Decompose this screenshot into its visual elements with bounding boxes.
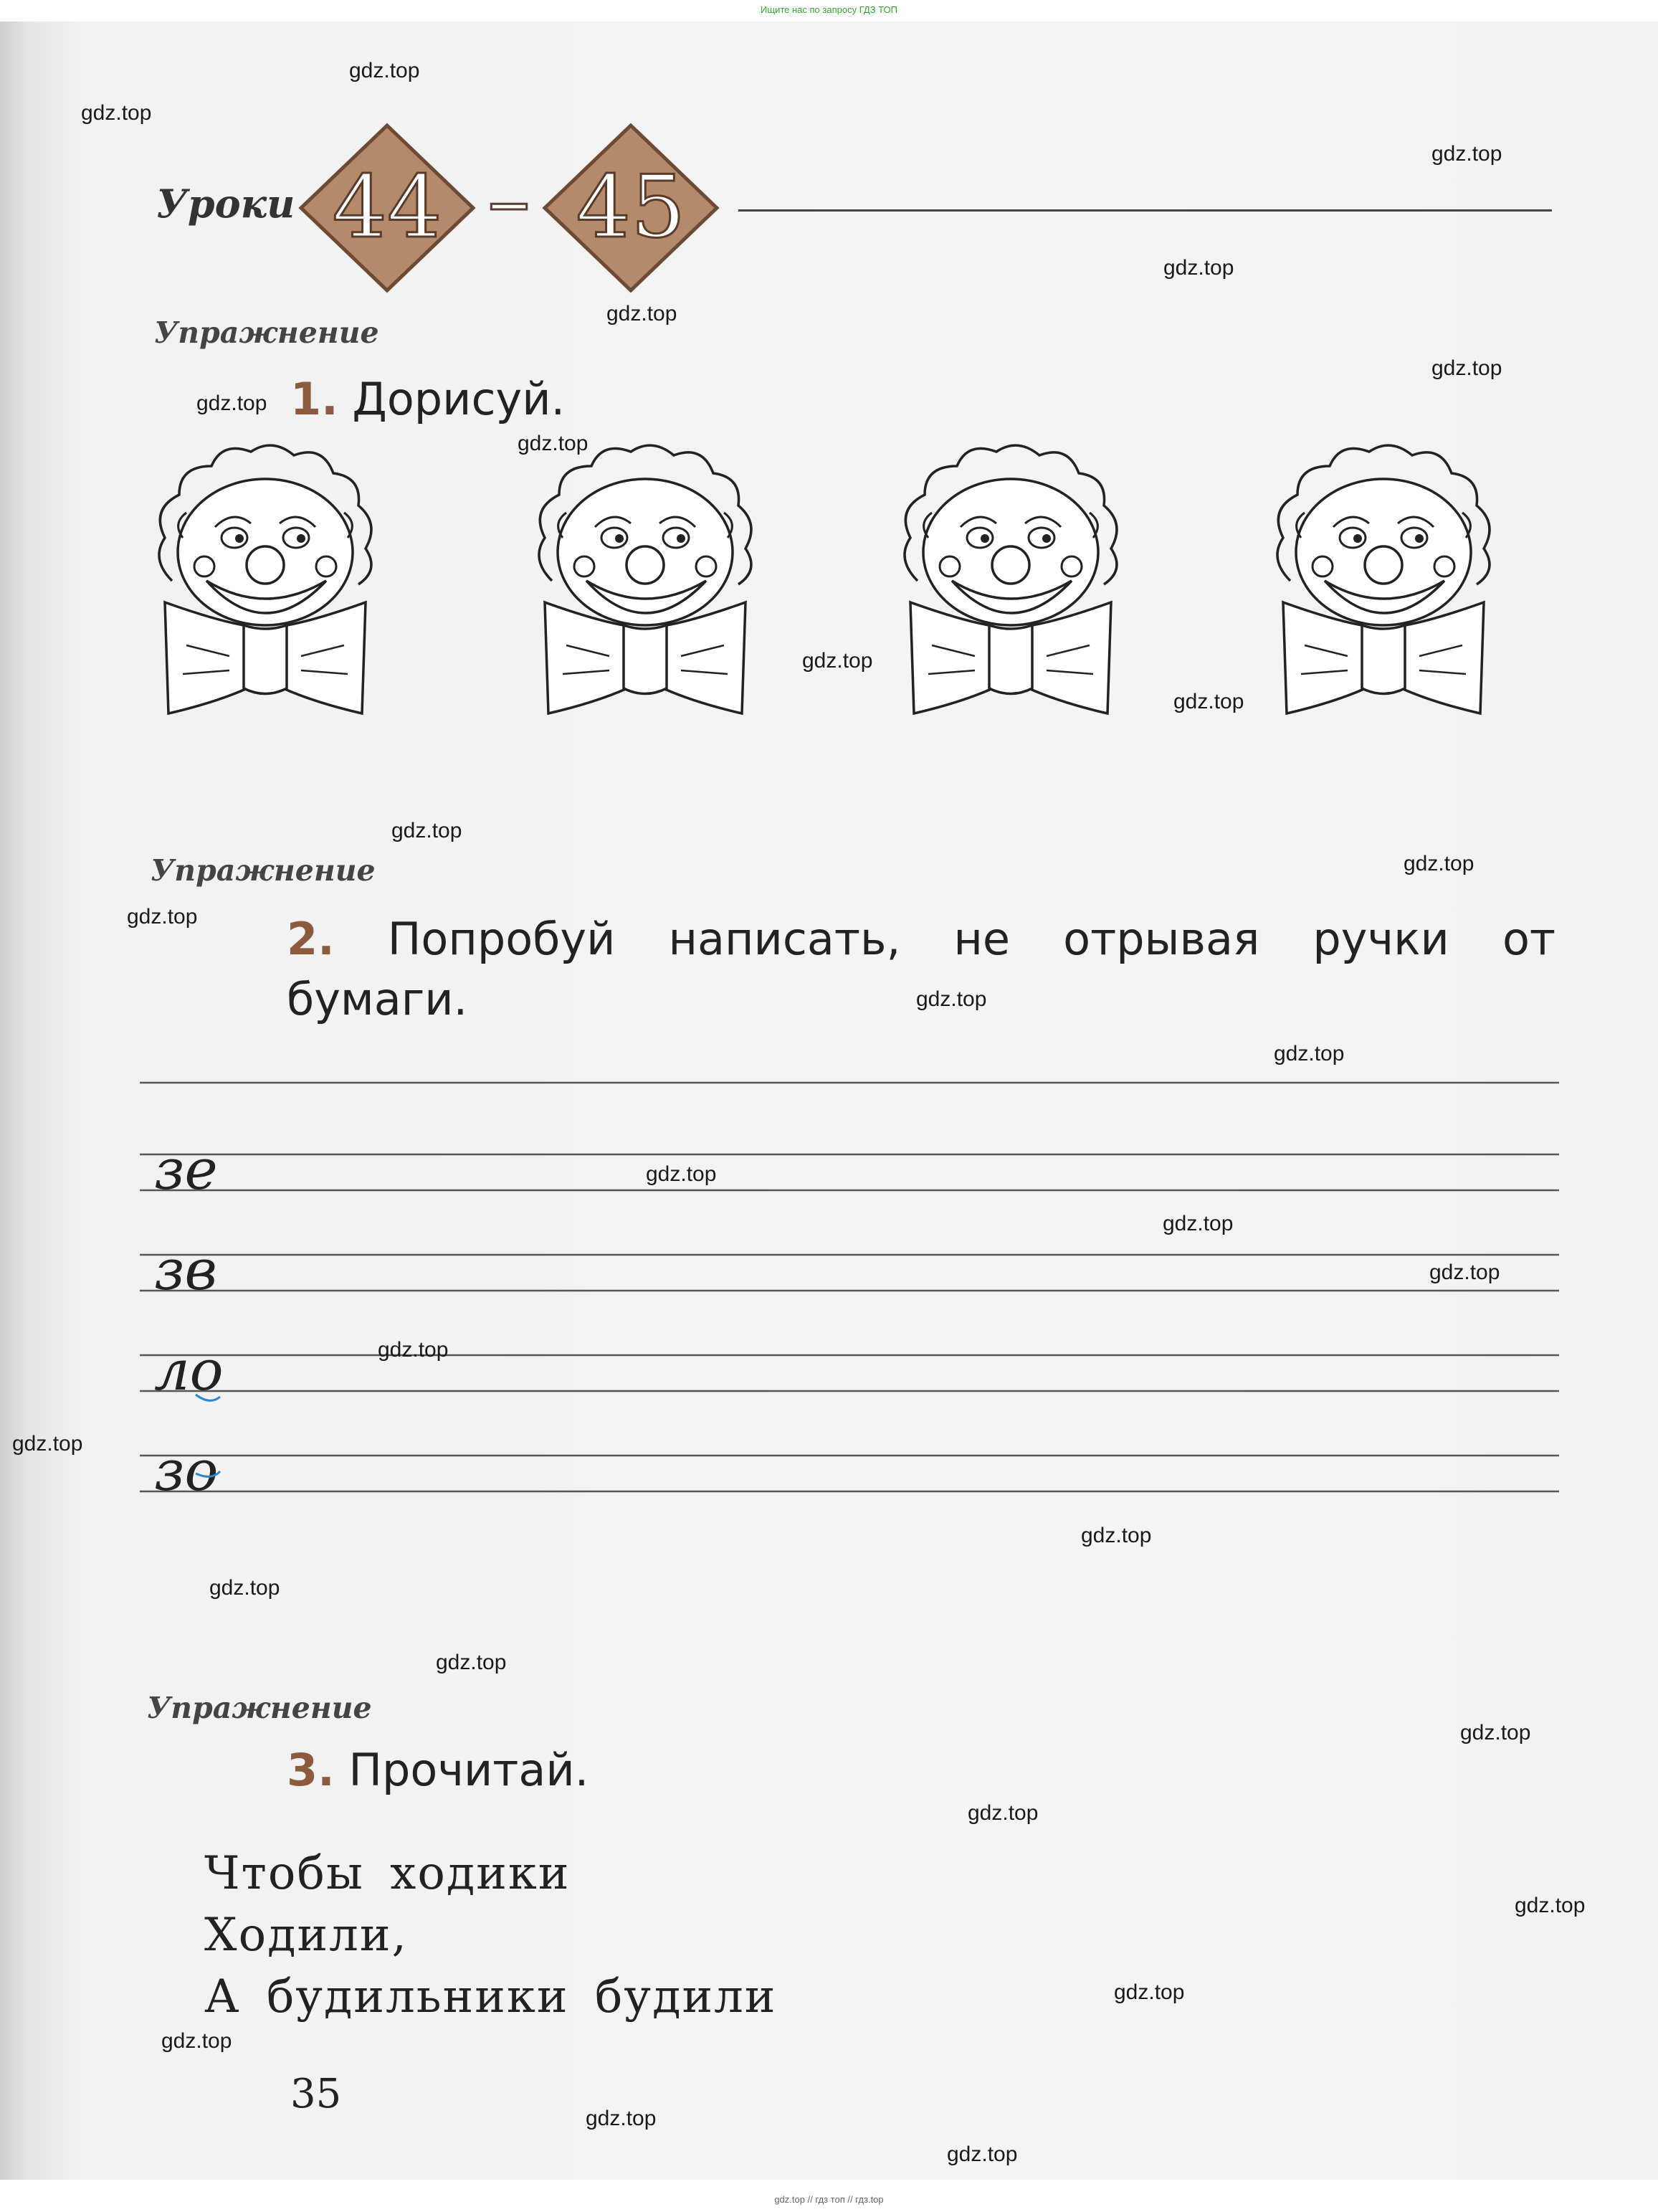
poem-line-3: А будильники будили [204, 1970, 777, 2023]
watermark: gdz.top [1163, 1212, 1234, 1235]
watermark: gdz.top [646, 1162, 717, 1186]
exercise-3-label: Упражнение [147, 1691, 372, 1725]
writing-sample-4: зо [154, 1439, 219, 1504]
watermark: gdz.top [1515, 1894, 1586, 1917]
exercise-3-text: Прочитай. [348, 1744, 589, 1796]
watermark: gdz.top [349, 59, 420, 82]
exercise-2-label: Упражнение [151, 853, 376, 888]
exercise-1-text: Дорисуй. [352, 373, 566, 425]
watermark: gdz.top [436, 1651, 507, 1674]
watermark: gdz.top [196, 391, 267, 415]
poem-line-1: Чтобы ходики [204, 1847, 571, 1900]
watermark: gdz.top [1404, 852, 1474, 875]
lesson-number-b: 45 [576, 158, 686, 257]
watermark: gdz.top [586, 2107, 657, 2130]
watermark: gdz.top [1081, 1524, 1152, 1547]
watermark: gdz.top [81, 101, 152, 125]
footer-note: gdz.top // гдз топ // гдз.top [774, 2194, 884, 2205]
exercise-2-text-line2: бумаги. [287, 973, 468, 1025]
page-number: 35 [290, 2071, 342, 2117]
watermark: gdz.top [802, 649, 873, 673]
lesson-dash: – [487, 151, 530, 250]
writing-sample-2: зв [154, 1238, 217, 1303]
watermark: gdz.top [968, 1801, 1039, 1825]
watermark: gdz.top [378, 1338, 449, 1362]
exercise-3-number: 3. [287, 1744, 335, 1796]
watermark: gdz.top [1274, 1042, 1345, 1065]
clown-drawings [143, 437, 1563, 753]
watermark: gdz.top [1114, 1980, 1185, 2004]
watermark: gdz.top [1431, 356, 1502, 380]
exercise-2-text-line1: Попробуй написать, не отрывая ручки от [387, 913, 1555, 965]
exercise-2-number: 2. [287, 913, 335, 965]
watermark: gdz.top [1429, 1261, 1500, 1284]
watermark: gdz.top [1431, 142, 1502, 166]
watermark: gdz.top [209, 1576, 280, 1600]
poem [204, 1843, 776, 2028]
watermark: gdz.top [127, 905, 198, 929]
exercise-1-label: Упражнение [154, 315, 379, 350]
watermark: gdz.top [1163, 256, 1234, 280]
watermark: gdz.top [606, 302, 677, 326]
watermark: gdz.top [947, 2142, 1018, 2166]
exercise-1-task [290, 373, 565, 425]
top-promo-note: Ищите нас по запросу ГДЗ ТОП [761, 4, 897, 15]
watermark: gdz.top [12, 1432, 83, 1456]
lesson-number-badge [294, 122, 724, 294]
watermark: gdz.top [391, 819, 462, 842]
watermark: gdz.top [916, 987, 987, 1011]
lesson-label: Уроки [156, 181, 295, 227]
poem-line-2: Ходили, [204, 1909, 408, 1962]
handwriting-practice-lines [140, 1061, 1559, 1527]
watermark: gdz.top [518, 432, 589, 455]
writing-sample-1: зе [154, 1138, 218, 1202]
watermark: gdz.top [161, 2029, 232, 2053]
watermark: gdz.top [1460, 1721, 1531, 1745]
watermark: gdz.top [1173, 690, 1244, 713]
lesson-number-a: 44 [332, 158, 442, 257]
title-rule [738, 209, 1552, 212]
exercise-1-number: 1. [290, 373, 338, 425]
exercise-3-task [287, 1744, 589, 1796]
writing-sample-3: ло [154, 1339, 224, 1403]
